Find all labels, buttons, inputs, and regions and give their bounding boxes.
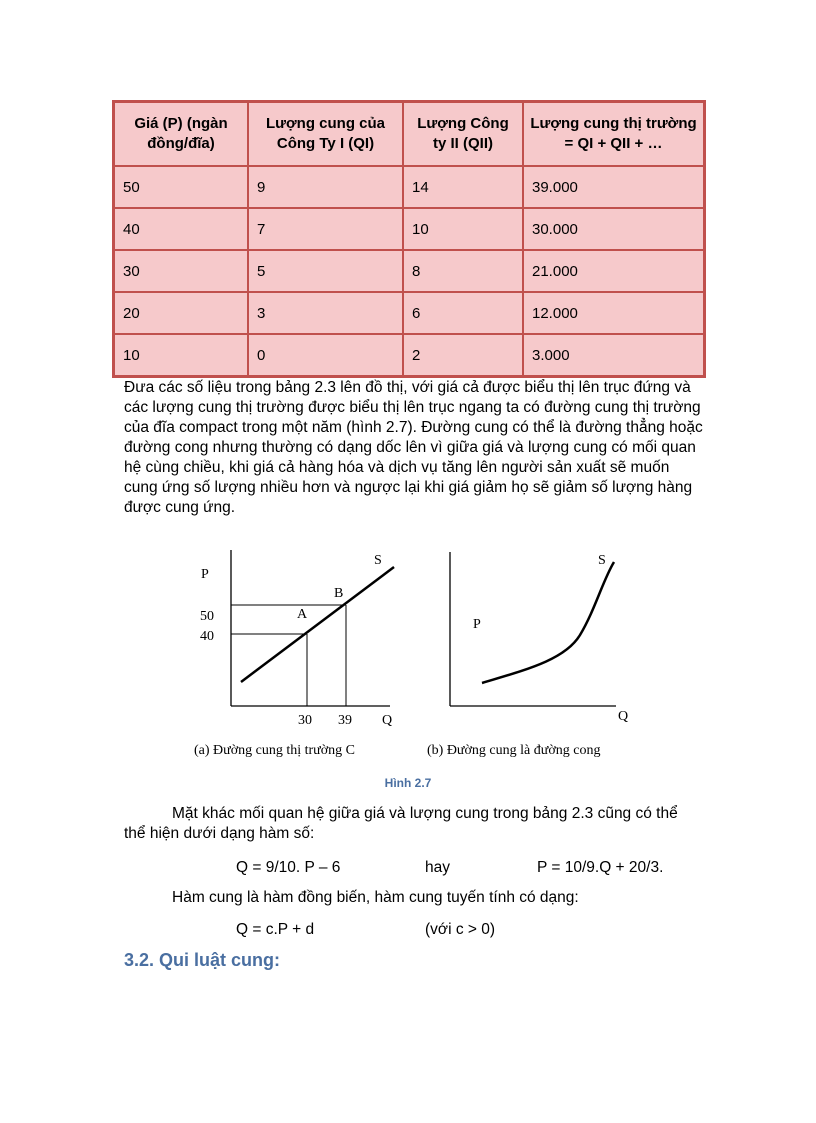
equation-1-right: P = 10/9.Q + 20/3. [537, 859, 664, 876]
equation-1-mid: hay [425, 859, 450, 876]
cell-q1: 9 [248, 166, 403, 208]
cell-market: 3.000 [523, 334, 704, 376]
cell-q2: 14 [403, 166, 523, 208]
header-company-2: Lượng Công ty II (QII) [403, 102, 523, 166]
point-a-label: A [297, 607, 308, 622]
cell-market: 21.000 [523, 250, 704, 292]
x-tick-39: 39 [338, 713, 352, 728]
cell-price: 50 [114, 166, 248, 208]
equation-1-left: Q = 9/10. P – 6 [236, 859, 341, 876]
cell-market: 30.000 [523, 208, 704, 250]
body-line-1: Mặt khác mối quan hệ giữa giá và lượng cung trong bảng 2.3 cũng có thể thể hiện dưới dạng hàm số: [124, 805, 678, 842]
explanation-paragraph: Đưa các số liệu trong bảng 2.3 lên đồ thị, với giá cả được biểu thị lên trục đứng và các lượng cung thị trường được biểu thị lên trục ngang ta có đường cung thị trường của đĩa compact trong một năm (hình 2.7). Đường cung có thể là đường thẳng hoặc đường cong nhưng thường có dạng dốc lên vì giữa giá và lượng cung có mối quan hệ cùng chiều, khi giá cả hàng hóa và dịch vụ tăng lên người sản xuất sẽ muốn cung ứng số lượng nhiều hơn và ngược lại khi giá giảm họ sẽ giảm số lượng hàng được cung ứng. [124, 379, 703, 516]
cell-price: 30 [114, 250, 248, 292]
caption-a: (a) Đường cung thị trường C [194, 743, 356, 758]
supply-line [241, 567, 394, 682]
table-row [114, 334, 704, 376]
curve-label: S [374, 553, 382, 568]
cell-q2: 2 [403, 334, 523, 376]
cell-q1: 0 [248, 334, 403, 376]
y-axis-label: P [473, 617, 481, 632]
section-heading: 3.2. Qui luật cung: [124, 950, 281, 970]
cell-q2: 10 [403, 208, 523, 250]
cell-q1: 3 [248, 292, 403, 334]
header-company-1: Lượng cung của Công Ty I (QI) [248, 102, 403, 166]
x-axis-label: Q [382, 713, 393, 728]
curve-label: S [598, 553, 606, 568]
point-b-label: B [334, 586, 344, 601]
figure-a-linear-supply [180, 540, 410, 765]
y-tick-50: 50 [200, 609, 214, 624]
table-header-row [114, 102, 704, 166]
table-row [114, 208, 704, 250]
equation-2-left: Q = c.P + d [236, 921, 315, 938]
y-tick-40: 40 [200, 629, 214, 644]
header-market: Lượng cung thị trường = QI + QII + … [523, 102, 704, 166]
header-price: Giá (P) (ngàn đồng/đĩa) [114, 102, 248, 166]
x-axis-label: Q [618, 709, 629, 724]
cell-q1: 5 [248, 250, 403, 292]
cell-price: 40 [114, 208, 248, 250]
supply-curve [482, 562, 614, 683]
cell-price: 20 [114, 292, 248, 334]
figure-caption: Hình 2.7 [384, 776, 432, 790]
body-line-2: Hàm cung là hàm đồng biến, hàm cung tuyến tính có dạng: [172, 889, 579, 906]
figure-b-curved-supply [420, 540, 640, 765]
cell-q1: 7 [248, 208, 403, 250]
cell-q2: 6 [403, 292, 523, 334]
table-row [114, 250, 704, 292]
cell-market: 12.000 [523, 292, 704, 334]
equation-2-right: (với c > 0) [425, 921, 496, 938]
caption-b: (b) Đường cung là đường cong [427, 743, 601, 758]
supply-table [112, 100, 706, 378]
cell-q2: 8 [403, 250, 523, 292]
table-row [114, 166, 704, 208]
y-axis-label: P [201, 567, 209, 582]
cell-market: 39.000 [523, 166, 704, 208]
x-tick-30: 30 [298, 713, 312, 728]
cell-price: 10 [114, 334, 248, 376]
table-row [114, 292, 704, 334]
